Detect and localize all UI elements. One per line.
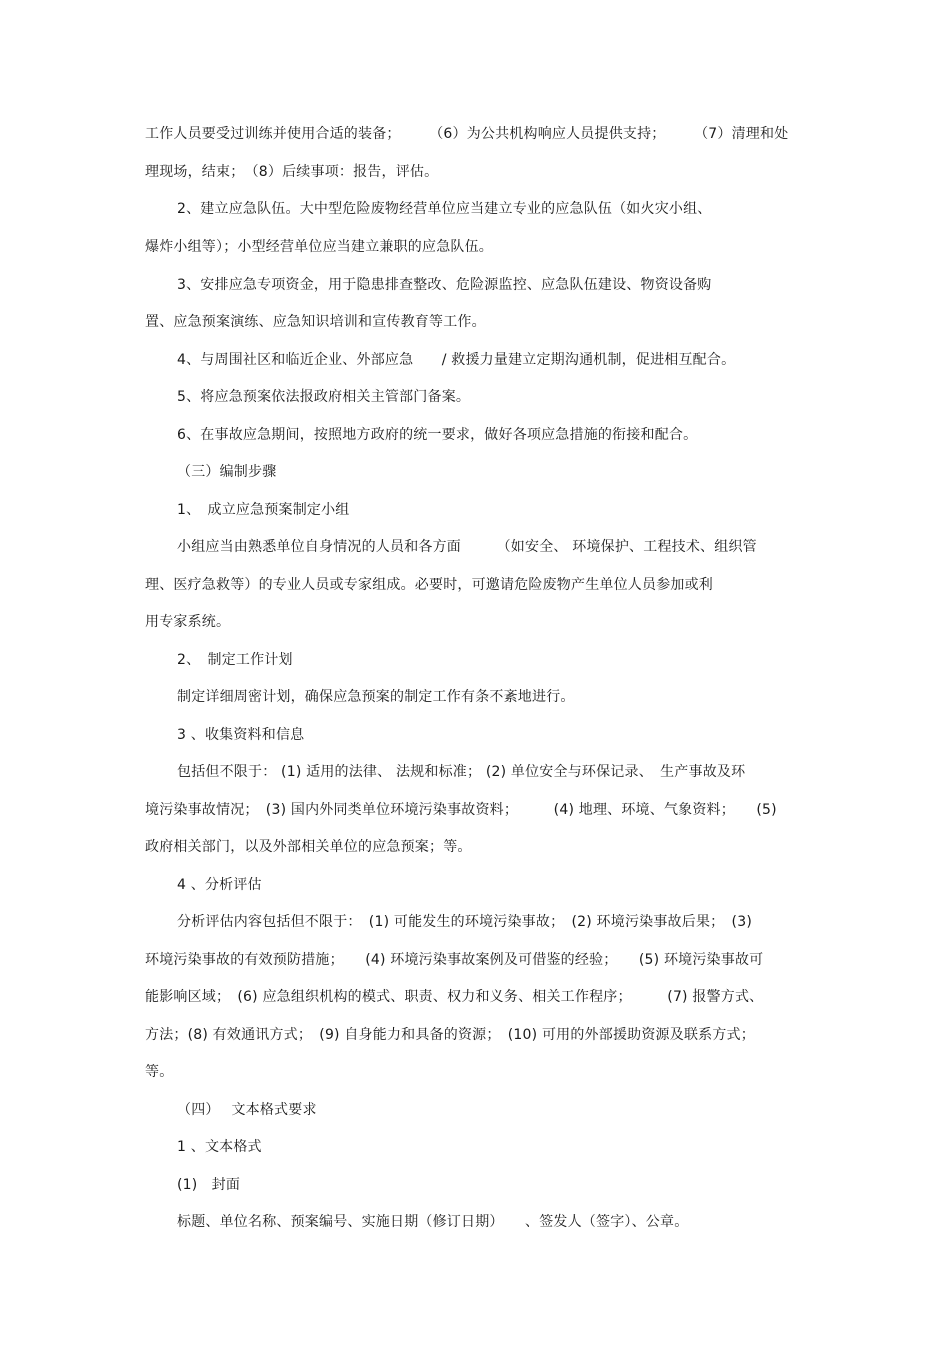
section-heading: （四） 文本格式要求 xyxy=(177,1102,317,1118)
paragraph-line: 爆炸小组等）；小型经营单位应当建立兼职的应急队伍。 xyxy=(145,239,493,255)
paragraph-line: 5、将应急预案依法报政府相关主管部门备案。 xyxy=(177,389,471,405)
subsection-heading: 1、 成立应急预案制定小组 xyxy=(177,502,350,518)
paragraph-line: 置、应急预案演练、应急知识培训和宣传教育等工作。 xyxy=(145,314,486,330)
subsection-heading: 3 、收集资料和信息 xyxy=(177,727,305,743)
paragraph-line: 包括但不限于： (1) 适用的法律、 法规和标准； (2) 单位安全与环保记录、 生产事故及环 xyxy=(177,764,746,780)
paragraph-line: 理、医疗急救等）的专业人员或专家组成。必要时，可邀请危险废物产生单位人员参加或利 xyxy=(145,577,713,593)
paragraph-line: 小组应当由熟悉单位自身情况的人员和各方面 （如安全、 环境保护、工程技术、组织管 xyxy=(177,539,757,555)
paragraph-line: 境污染事故情况； (3) 国内外同类单位环境污染事故资料； (4) 地理、环境、气象资料； (5) xyxy=(145,802,777,818)
paragraph-line: 分析评估内容包括但不限于： (1) 可能发生的环境污染事故； (2) 环境污染事故后果； (3) xyxy=(177,914,752,930)
paragraph-line: 标题、单位名称、预案编号、实施日期（修订日期） 、签发人（签字）、公章。 xyxy=(177,1214,689,1230)
paragraph-line: 工作人员要受过训练并使用合适的装备； （6）为公共机构响应人员提供支持； （7）清理和处 xyxy=(145,126,789,142)
paragraph-line: 等。 xyxy=(145,1064,174,1080)
paragraph-line: 政府相关部门，以及外部相关单位的应急预案；等。 xyxy=(145,839,472,855)
paragraph-line: 制定详细周密计划，确保应急预案的制定工作有条不紊地进行。 xyxy=(177,689,575,705)
paragraph-line: 方法；(8) 有效通讯方式； (9) 自身能力和具备的资源； (10) 可用的外部援助资源及联系方式； xyxy=(145,1027,755,1043)
subsection-heading: 1 、文本格式 xyxy=(177,1139,262,1155)
subsection-heading: (1) 封面 xyxy=(177,1177,241,1193)
paragraph-line: 3、安排应急专项资金，用于隐患排查整改、危险源监控、应急队伍建设、物资设备购 xyxy=(177,277,712,293)
paragraph-line: 用专家系统。 xyxy=(145,614,231,630)
paragraph-line: 6、在事故应急期间，按照地方政府的统一要求，做好各项应急措施的衔接和配合。 xyxy=(177,427,698,443)
subsection-heading: 2、 制定工作计划 xyxy=(177,652,293,668)
paragraph-line: 2、建立应急队伍。大中型危险废物经营单位应当建立专业的应急队伍（如火灾小组、 xyxy=(177,201,712,217)
subsection-heading: 4 、分析评估 xyxy=(177,877,262,893)
paragraph-line: 4、与周围社区和临近企业、外部应急 / 救援力量建立定期沟通机制，促进相互配合。 xyxy=(177,352,736,368)
section-heading: （三）编制步骤 xyxy=(177,464,277,480)
paragraph-line: 理现场，结束； （8）后续事项：报告，评估。 xyxy=(145,164,439,180)
paragraph-line: 环境污染事故的有效预防措施； (4) 环境污染事故案例及可借鉴的经验； (5) 环境污染事故可 xyxy=(145,952,764,968)
paragraph-line: 能影响区域； (6) 应急组织机构的模式、职责、权力和义务、相关工作程序； (7) 报警方式、 xyxy=(145,989,764,1005)
